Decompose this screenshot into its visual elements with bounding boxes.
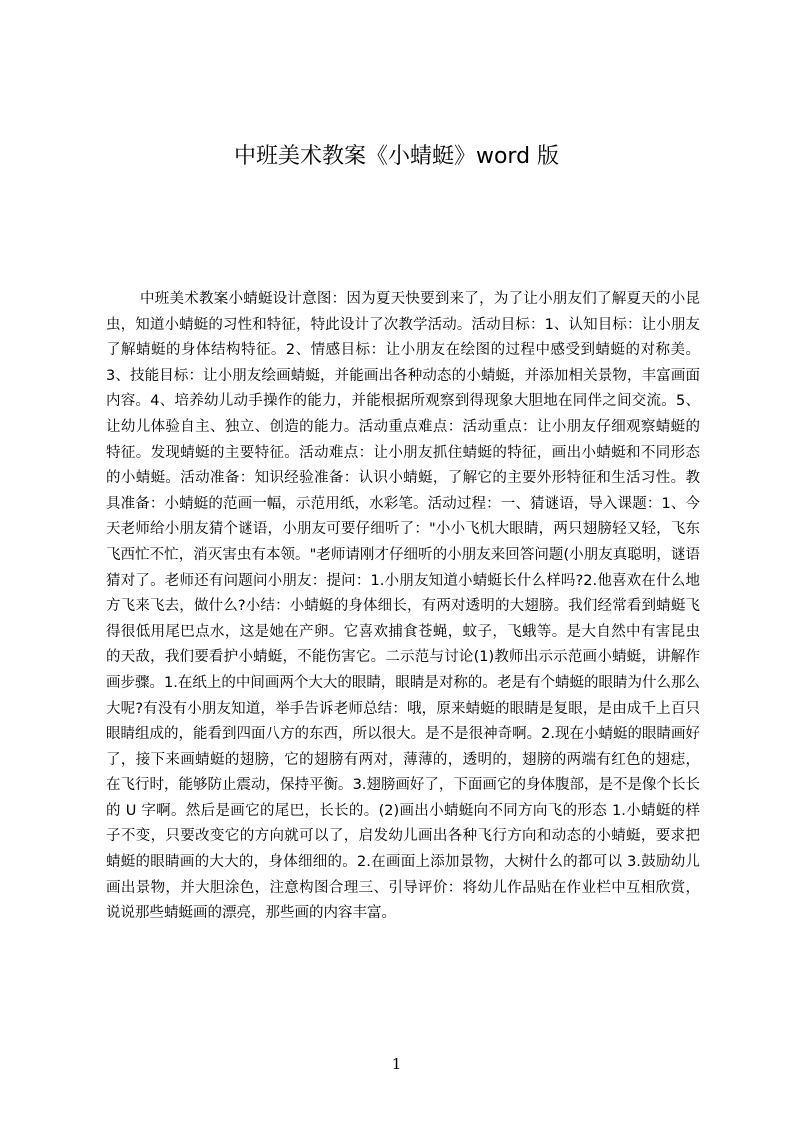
document-title: 中班美术教案《小蜻蜓》word 版 bbox=[233, 144, 560, 169]
document-body-text: 中班美术教案小蜻蜓设计意图：因为夏天快要到来了，为了让小朋友们了解夏天的小昆虫，知道小蜻蜓的习性和特征，特此设计了次教学活动。活动目标：1、认知目标：让小朋友了解蜻蜓的身体结构特征。2、情感目标：让小朋友在绘图的过程中感受到蜻蜓的对称美。3、技能目标：让小朋友绘画蜻蜓，并能画出各种动态的小蜻蜓，并添加相关景物，丰富画面内容。4、培养幼儿动手操作的能力，并能根据所观察到得现象大胆地在同伴之间交流。5、让幼儿体验自主、独立、创造的能力。活动重点难点：活动重点：让小朋友仔细观察蜻蜓的特征。发现蜻蜓的主要特征。活动难点：让小朋友抓住蜻蜓的特征，画出小蜻蜓和不同形态的小蜻蜓。活动准备：知识经验准备：认识小蜻蜓，了解它的主要外形特征和生活习性。教具准备：小蜻蜓的范画一幅，示范用纸，水彩笔。活动过程：一、猜谜语，导入课题：1、今天老师给小朋友猜个谜语，小朋友可要仔细听了："小小飞机大眼睛，两只翅膀轻又轻，飞东飞西忙不忙，消灭害虫有本领。"老师请刚才仔细听的小朋友来回答问题(小朋友真聪明，谜语猜对了。老师还有问题问小朋友：提问：1.小朋友知道小蜻蜓长什么样吗?2.他喜欢在什么地方飞来飞去，做什么?小结：小蜻蜓的身体细长，有两对透明的大翅膀。我们经常看到蜻蜓飞得很低用尾巴点水，这是她在产卵。它喜欢捕食苍蝇，蚊子，飞蛾等。是大自然中有害昆虫的天敌，我们要看护小蜻蜓，不能伤害它。二示范与讨论(1)教师出示示范画小蜻蜓，讲解作画步骤。1.在纸上的中间画两个大大的眼睛，眼睛是对称的。老是有个蜻蜓的眼睛为什么那么大呢?有没有小朋友知道，举手告诉老师总结：哦，原来蜻蜓的眼睛是复眼，是由成千上百只眼睛组成的，能看到四面八方的东西，所以很大。是不是很神奇啊。2.现在小蜻蜓的眼睛画好了，接下来画蜻蜓的翅膀，它的翅膀有两对，薄薄的，透明的，翅膀的两端有红色的翅痣，在飞行时，能够防止震动，保持平衡。3.翅膀画好了，下面画它的身体腹部，是不是像个长长的 U 字啊。然后是画它的尾巴，长长的。(2)画出小蜻蜓向不同方向飞的形态 1.小蜻蜓的样子不变，只要改变它的方向就可以了，启发幼儿画出各种飞行方向和动态的小蜻蜓，要求把蜻蜓的眼睛画的大大的，身体细细的。2.在画面上添加景物，大树什么的都可以 3.鼓励幼儿画出景物，并大胆涂色，注意构图合理三、引导评价：将幼儿作品贴在作业栏中互相欣赏，说说那些蜻蜓画的漂亮，那些画的内容丰富。 bbox=[106, 291, 700, 922]
page-number: 1 bbox=[391, 1055, 402, 1073]
